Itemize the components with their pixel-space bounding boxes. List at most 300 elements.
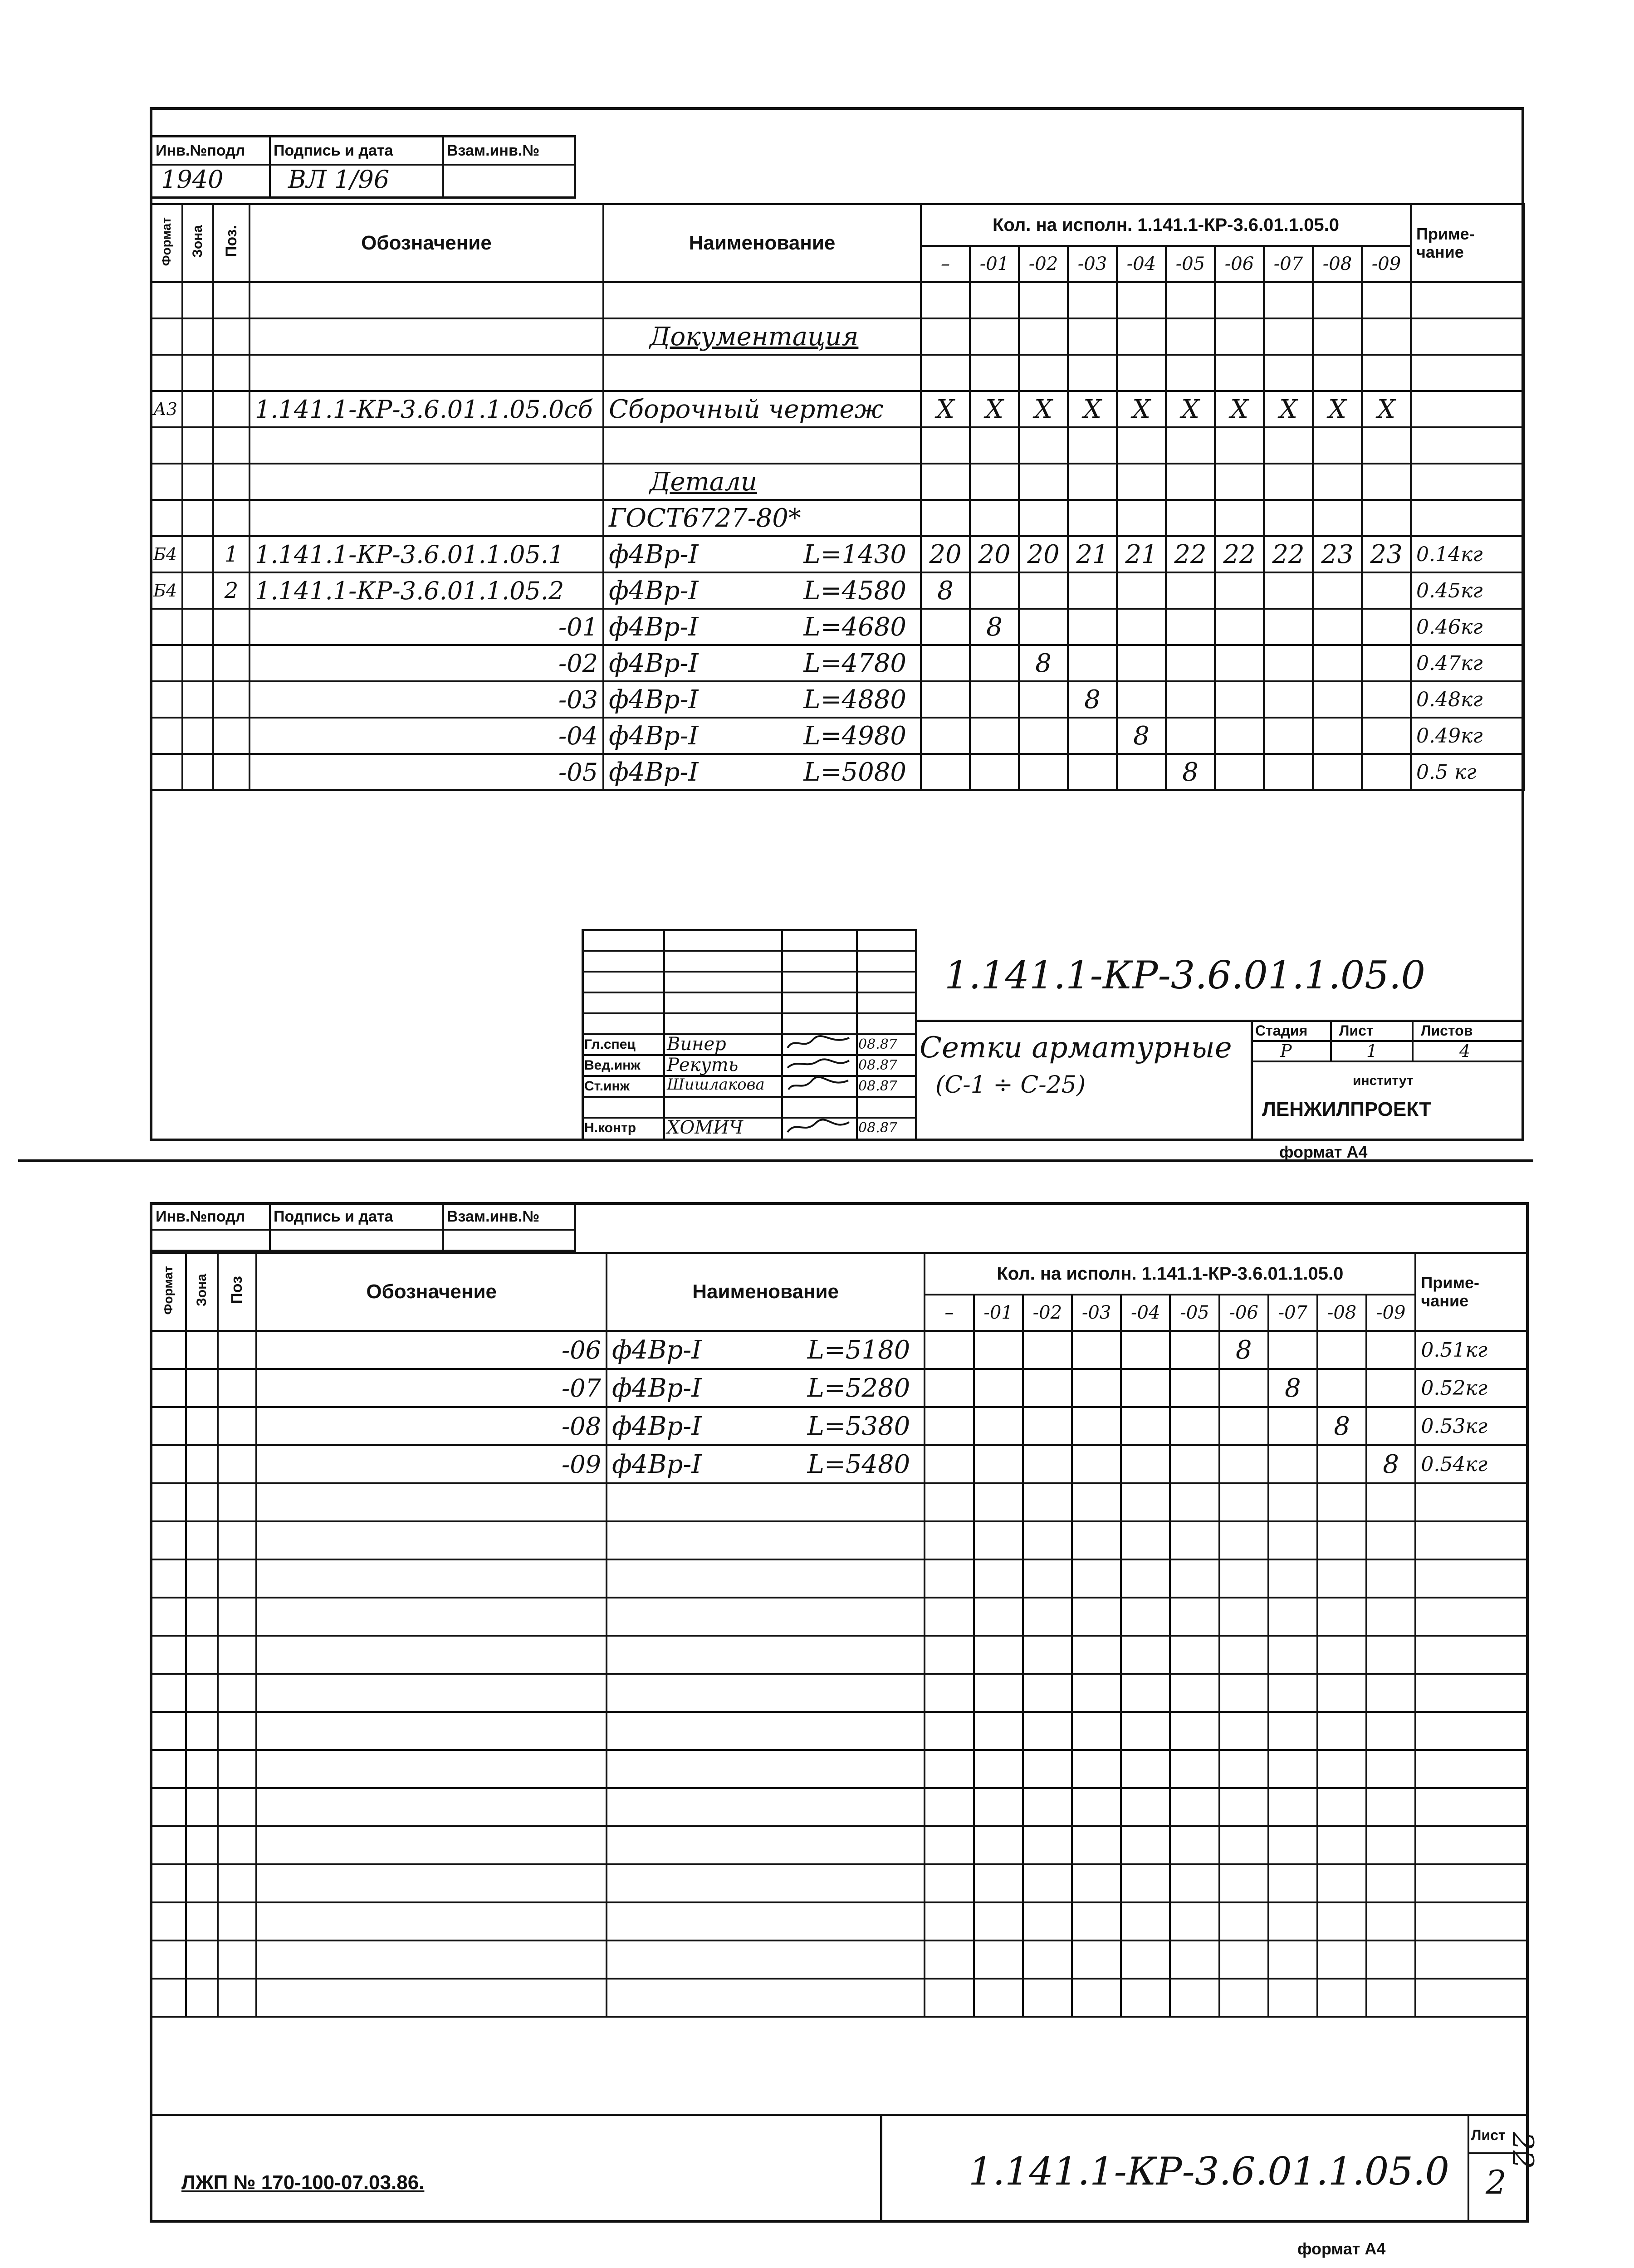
cell-quantity <box>1170 1369 1219 1407</box>
cell-quantity: 8 <box>1219 1331 1268 1369</box>
cell-quantity <box>1166 427 1215 464</box>
empty-cell <box>151 1788 186 1826</box>
cell-quantity <box>1264 609 1313 645</box>
pos-label-vertical: Поз. <box>222 225 240 258</box>
empty-cell <box>1121 1826 1170 1864</box>
empty-cell <box>1268 1864 1317 1902</box>
cell-quantity <box>1023 1369 1072 1407</box>
cell-quantity <box>1166 464 1215 500</box>
cell-length-text: L=1430 <box>803 539 906 569</box>
empty-cell <box>1317 1941 1366 1979</box>
cell-zone <box>182 464 213 500</box>
cell-pos <box>213 355 250 391</box>
cell-quantity <box>1068 427 1117 464</box>
cell-quantity <box>1117 282 1166 318</box>
empty-cell <box>1366 1979 1415 2017</box>
cell-length-text: L=5280 <box>807 1373 910 1403</box>
cell-note: 0.5 кг <box>1411 754 1524 790</box>
cell-quantity <box>970 681 1019 718</box>
empty-cell <box>974 1864 1023 1902</box>
empty-cell <box>925 1864 974 1902</box>
cell-name-text: ф4Вр-I <box>612 1449 702 1479</box>
cell-quantity <box>1268 1445 1317 1483</box>
cell-zone <box>182 318 213 355</box>
table-row <box>151 718 1524 754</box>
empty-cell <box>1023 1598 1072 1636</box>
cell-quantity <box>1019 355 1068 391</box>
sheet-2-code-box <box>880 2114 1529 2223</box>
empty-cell <box>186 1750 218 1788</box>
empty-cell <box>925 1979 974 2017</box>
empty-cell <box>1268 1941 1317 1979</box>
empty-cell <box>607 1864 925 1902</box>
version-header: -01 <box>970 246 1019 282</box>
cell-quantity <box>1019 318 1068 355</box>
empty-cell <box>186 1483 218 1521</box>
cell-quantity: 23 <box>1362 536 1411 572</box>
stamp-header-replace: Взам.инв.№ <box>447 142 540 159</box>
empty-table-row <box>151 1826 1528 1864</box>
cell-designation <box>250 318 603 355</box>
empty-cell <box>218 1521 256 1559</box>
cell-name <box>603 681 921 718</box>
cell-name-text: Сборочный чертеж <box>609 394 884 424</box>
empty-cell <box>1366 1598 1415 1636</box>
cell-quantity <box>1362 609 1411 645</box>
empty-cell <box>1072 1941 1121 1979</box>
cell-name-text: ГОСТ6727-80* <box>609 503 801 533</box>
cell-zone <box>182 427 213 464</box>
empty-cell <box>1023 1483 1072 1521</box>
cell-quantity <box>1219 1407 1268 1445</box>
cell-designation: -01 <box>250 609 603 645</box>
empty-cell <box>186 1979 218 2017</box>
cell-name <box>603 464 921 500</box>
empty-cell <box>607 1674 925 1712</box>
empty-cell <box>218 1864 256 1902</box>
cell-quantity <box>1366 1369 1415 1407</box>
cell-quantity <box>970 754 1019 790</box>
cell-quantity <box>1264 500 1313 536</box>
empty-cell <box>1023 1826 1072 1864</box>
cell-name <box>607 1407 925 1445</box>
cell-quantity <box>1313 572 1362 609</box>
empty-cell <box>607 1636 925 1674</box>
sheet-fold-line <box>18 1159 1533 1162</box>
cell-format <box>151 609 182 645</box>
table-row <box>151 355 1524 391</box>
empty-cell <box>1366 1902 1415 1941</box>
cell-quantity <box>970 282 1019 318</box>
empty-cell <box>607 1902 925 1941</box>
cell-quantity: 22 <box>1166 536 1215 572</box>
cell-quantity <box>1072 1445 1121 1483</box>
empty-cell <box>186 1674 218 1712</box>
empty-cell <box>1121 1521 1170 1559</box>
cell-quantity: 20 <box>921 536 970 572</box>
cell-format <box>151 1331 186 1369</box>
cell-quantity: X <box>1313 391 1362 427</box>
cell-quantity <box>1215 718 1264 754</box>
empty-cell <box>1415 1598 1528 1636</box>
cell-zone <box>182 609 213 645</box>
empty-cell <box>1366 1941 1415 1979</box>
cell-quantity <box>1362 500 1411 536</box>
empty-cell <box>256 1598 607 1636</box>
cell-quantity <box>970 464 1019 500</box>
empty-cell <box>1170 1941 1219 1979</box>
empty-table-row <box>151 1521 1528 1559</box>
empty-cell <box>1366 1826 1415 1864</box>
empty-cell <box>607 1941 925 1979</box>
cell-quantity <box>1264 718 1313 754</box>
cell-name <box>603 536 921 572</box>
cell-format <box>151 1407 186 1445</box>
cell-quantity <box>1362 572 1411 609</box>
empty-cell <box>1415 1521 1528 1559</box>
title-role-5: Н.контр <box>584 1120 636 1135</box>
empty-cell <box>151 1483 186 1521</box>
stamp-header-inv: Инв.№подл <box>156 142 245 159</box>
empty-table-row <box>151 1788 1528 1826</box>
col-header-quantity: Кол. на исполн. 1.141.1-КР-3.6.01.1.05.0 <box>921 204 1411 246</box>
cell-quantity <box>1362 681 1411 718</box>
stage-value: Р <box>1280 1041 1292 1061</box>
zone-label-vertical: Зона <box>190 225 205 258</box>
title-role-1: Гл.спец <box>584 1037 636 1052</box>
cell-name-text: ф4Вр-I <box>612 1335 702 1365</box>
version-header: – <box>925 1295 974 1331</box>
sheet-2-sheet-number: 2 <box>1486 2163 1507 2201</box>
empty-cell <box>151 1941 186 1979</box>
cell-quantity: X <box>970 391 1019 427</box>
title-name-5: ХОМИЧ <box>667 1117 744 1138</box>
sheet-2-spec-table <box>150 1252 1529 2018</box>
cell-quantity <box>1215 754 1264 790</box>
version-header: -08 <box>1317 1295 1366 1331</box>
cell-pos <box>218 1407 256 1445</box>
cell-designation: -02 <box>250 645 603 681</box>
cell-format <box>151 718 182 754</box>
cell-quantity <box>1264 572 1313 609</box>
empty-cell <box>1121 1941 1170 1979</box>
empty-cell <box>1366 1636 1415 1674</box>
table-row <box>151 500 1524 536</box>
col-header-pos <box>218 1253 256 1331</box>
cell-quantity <box>1117 645 1166 681</box>
empty-cell <box>607 1712 925 1750</box>
empty-cell <box>607 1559 925 1598</box>
empty-cell <box>1121 1864 1170 1902</box>
empty-cell <box>1219 1864 1268 1902</box>
empty-cell <box>1317 1712 1366 1750</box>
cell-pos <box>213 391 250 427</box>
cell-quantity <box>1313 282 1362 318</box>
cell-quantity <box>1219 1369 1268 1407</box>
cell-zone <box>182 645 213 681</box>
cell-quantity <box>1068 355 1117 391</box>
empty-cell <box>1170 1979 1219 2017</box>
empty-cell <box>1072 1636 1121 1674</box>
cell-quantity <box>1362 754 1411 790</box>
empty-cell <box>256 1902 607 1941</box>
empty-cell <box>218 1636 256 1674</box>
cell-quantity: 23 <box>1313 536 1362 572</box>
stamp-inv-value: 1940 <box>161 165 224 194</box>
cell-name-text: ф4Вр-I <box>609 612 699 642</box>
empty-cell <box>1170 1674 1219 1712</box>
cell-quantity <box>1170 1445 1219 1483</box>
empty-cell <box>974 1750 1023 1788</box>
empty-cell <box>1366 1750 1415 1788</box>
cell-quantity <box>1215 572 1264 609</box>
cell-format <box>151 500 182 536</box>
empty-cell <box>1170 1902 1219 1941</box>
empty-cell <box>151 1598 186 1636</box>
cell-quantity <box>970 645 1019 681</box>
cell-quantity: X <box>1215 391 1264 427</box>
empty-cell <box>186 1902 218 1941</box>
empty-cell <box>1317 1636 1366 1674</box>
empty-cell <box>1317 1521 1366 1559</box>
cell-quantity <box>921 500 970 536</box>
empty-cell <box>186 1559 218 1598</box>
empty-cell <box>1317 1902 1366 1941</box>
cell-length-text: L=5480 <box>807 1449 910 1479</box>
empty-cell <box>1219 1559 1268 1598</box>
cell-note: 0.45кг <box>1411 572 1524 609</box>
cell-pos: 2 <box>213 572 250 609</box>
empty-cell <box>1170 1521 1219 1559</box>
table-row <box>151 754 1524 790</box>
empty-cell <box>1268 1750 1317 1788</box>
cell-quantity <box>925 1331 974 1369</box>
sheet-1-stamp <box>150 135 576 199</box>
cell-quantity <box>1313 718 1362 754</box>
cell-note <box>1411 318 1524 355</box>
empty-cell <box>1121 1598 1170 1636</box>
cell-quantity <box>1317 1369 1366 1407</box>
empty-cell <box>186 1598 218 1636</box>
empty-cell <box>151 1559 186 1598</box>
cell-quantity <box>1117 464 1166 500</box>
cell-quantity <box>1264 464 1313 500</box>
institute-name: ЛЕНЖИЛПРОЕКТ <box>1262 1098 1432 1120</box>
empty-cell <box>1023 1521 1072 1559</box>
cell-quantity <box>1121 1407 1170 1445</box>
empty-cell <box>1072 1750 1121 1788</box>
title-name-1: Винер <box>667 1034 726 1055</box>
empty-cell <box>1366 1674 1415 1712</box>
cell-zone <box>182 355 213 391</box>
empty-cell <box>1268 1483 1317 1521</box>
cell-format: Б4 <box>151 572 182 609</box>
table-row <box>151 427 1524 464</box>
empty-cell <box>1317 1788 1366 1826</box>
cell-quantity <box>1068 609 1117 645</box>
cell-quantity <box>1264 318 1313 355</box>
cell-length-text: L=5080 <box>803 757 906 787</box>
empty-cell <box>218 1941 256 1979</box>
empty-cell <box>1415 1674 1528 1712</box>
cell-zone <box>182 500 213 536</box>
table-row <box>151 391 1524 427</box>
cell-name <box>603 718 921 754</box>
empty-cell <box>925 1521 974 1559</box>
cell-quantity <box>921 681 970 718</box>
sheet-1-document-code: 1.141.1-КР-3.6.01.1.05.0 <box>944 953 1425 997</box>
empty-cell <box>1415 1636 1528 1674</box>
title-date-3: 08.87 <box>858 1078 897 1094</box>
empty-cell <box>1366 1559 1415 1598</box>
empty-cell <box>256 1941 607 1979</box>
empty-cell <box>1219 1636 1268 1674</box>
cell-name <box>603 609 921 645</box>
cell-zone <box>182 282 213 318</box>
cell-name <box>603 572 921 609</box>
cell-quantity <box>1215 645 1264 681</box>
cell-quantity <box>974 1331 1023 1369</box>
cell-name-text: ф4Вр-I <box>609 648 699 678</box>
signature-mark-3 <box>786 1076 851 1094</box>
cell-name-text: Документация <box>650 322 859 352</box>
version-header: -06 <box>1219 1295 1268 1331</box>
empty-cell <box>1023 1712 1072 1750</box>
cell-quantity: 8 <box>970 609 1019 645</box>
empty-cell <box>151 1902 186 1941</box>
cell-quantity: 22 <box>1215 536 1264 572</box>
empty-table-row <box>151 1902 1528 1941</box>
empty-cell <box>1023 1788 1072 1826</box>
cell-quantity <box>1264 282 1313 318</box>
cell-designation: -04 <box>250 718 603 754</box>
cell-quantity <box>1019 681 1068 718</box>
cell-quantity <box>1166 609 1215 645</box>
cell-quantity <box>1166 500 1215 536</box>
cell-quantity <box>1313 500 1362 536</box>
cell-zone <box>182 572 213 609</box>
cell-quantity <box>1068 464 1117 500</box>
empty-cell <box>151 1636 186 1674</box>
empty-cell <box>186 1636 218 1674</box>
cell-quantity <box>1317 1445 1366 1483</box>
empty-cell <box>974 1559 1023 1598</box>
empty-cell <box>1023 1636 1072 1674</box>
cell-format <box>151 645 182 681</box>
cell-length-text: L=5380 <box>807 1411 910 1441</box>
empty-cell <box>151 1521 186 1559</box>
signature-mark-1 <box>786 1034 851 1052</box>
stamp2-header-inv: Инв.№подл <box>156 1208 245 1225</box>
cell-quantity <box>1215 318 1264 355</box>
version-header: – <box>921 246 970 282</box>
cell-quantity <box>1019 427 1068 464</box>
cell-length-text: L=4880 <box>803 684 906 714</box>
cell-quantity <box>1317 1331 1366 1369</box>
cell-quantity <box>1117 355 1166 391</box>
empty-cell <box>974 1521 1023 1559</box>
version-header: -07 <box>1264 246 1313 282</box>
title-date-1: 08.87 <box>858 1036 897 1052</box>
empty-cell <box>186 1941 218 1979</box>
cell-quantity <box>1166 681 1215 718</box>
table-row <box>151 536 1524 572</box>
cell-quantity <box>925 1407 974 1445</box>
cell-quantity <box>1068 500 1117 536</box>
cell-quantity <box>1121 1445 1170 1483</box>
empty-cell <box>186 1864 218 1902</box>
empty-cell <box>1219 1750 1268 1788</box>
sheet-2-stamp <box>150 1202 576 1252</box>
empty-cell <box>1415 1712 1528 1750</box>
empty-table-row <box>151 1864 1528 1902</box>
empty-cell <box>1023 1559 1072 1598</box>
cell-quantity <box>1068 572 1117 609</box>
cell-designation: 1.141.1-КР-3.6.01.1.05.1 <box>250 536 603 572</box>
cell-quantity <box>1117 427 1166 464</box>
empty-cell <box>1072 1902 1121 1941</box>
cell-quantity: X <box>1117 391 1166 427</box>
empty-cell <box>607 1750 925 1788</box>
empty-cell <box>186 1712 218 1750</box>
cell-quantity <box>1362 464 1411 500</box>
cell-quantity <box>1362 355 1411 391</box>
cell-quantity <box>1215 282 1264 318</box>
empty-cell <box>1023 1902 1072 1941</box>
empty-cell <box>1268 1712 1317 1750</box>
empty-cell <box>1121 1750 1170 1788</box>
col-header-quantity: Кол. на исполн. 1.141.1-КР-3.6.01.1.05.0 <box>925 1253 1415 1295</box>
sheet-1-spec-table <box>150 203 1525 791</box>
cell-zone <box>182 681 213 718</box>
cell-pos: 1 <box>213 536 250 572</box>
cell-quantity <box>1313 318 1362 355</box>
empty-cell <box>1219 1674 1268 1712</box>
cell-note <box>1411 355 1524 391</box>
cell-quantity <box>921 355 970 391</box>
cell-format <box>151 427 182 464</box>
col-header-designation: Обозначение <box>256 1253 607 1331</box>
cell-quantity <box>1023 1331 1072 1369</box>
cell-pos <box>213 645 250 681</box>
cell-name <box>607 1331 925 1369</box>
cell-quantity: X <box>1166 391 1215 427</box>
cell-quantity <box>921 754 970 790</box>
cell-quantity <box>974 1445 1023 1483</box>
cell-quantity <box>1264 427 1313 464</box>
signature-mark-2 <box>786 1055 851 1073</box>
title-name-3: Шишлакова <box>667 1075 765 1094</box>
empty-cell <box>1219 1788 1268 1826</box>
col-header-pos <box>213 204 250 282</box>
empty-cell <box>607 1979 925 2017</box>
cell-quantity <box>1023 1407 1072 1445</box>
empty-cell <box>1219 1902 1268 1941</box>
cell-name <box>603 282 921 318</box>
table-row <box>151 318 1524 355</box>
empty-cell <box>974 1788 1023 1826</box>
empty-cell <box>218 1979 256 2017</box>
cell-designation: 1.141.1-КР-3.6.01.1.05.2 <box>250 572 603 609</box>
cell-quantity: 8 <box>1068 681 1117 718</box>
empty-cell <box>1317 1979 1366 2017</box>
empty-cell <box>1415 1750 1528 1788</box>
stamp2-header-sign: Подпись и дата <box>274 1208 393 1225</box>
empty-cell <box>256 1674 607 1712</box>
cell-quantity <box>1068 282 1117 318</box>
empty-cell <box>1023 1941 1072 1979</box>
sheet-label: Лист <box>1339 1022 1374 1039</box>
